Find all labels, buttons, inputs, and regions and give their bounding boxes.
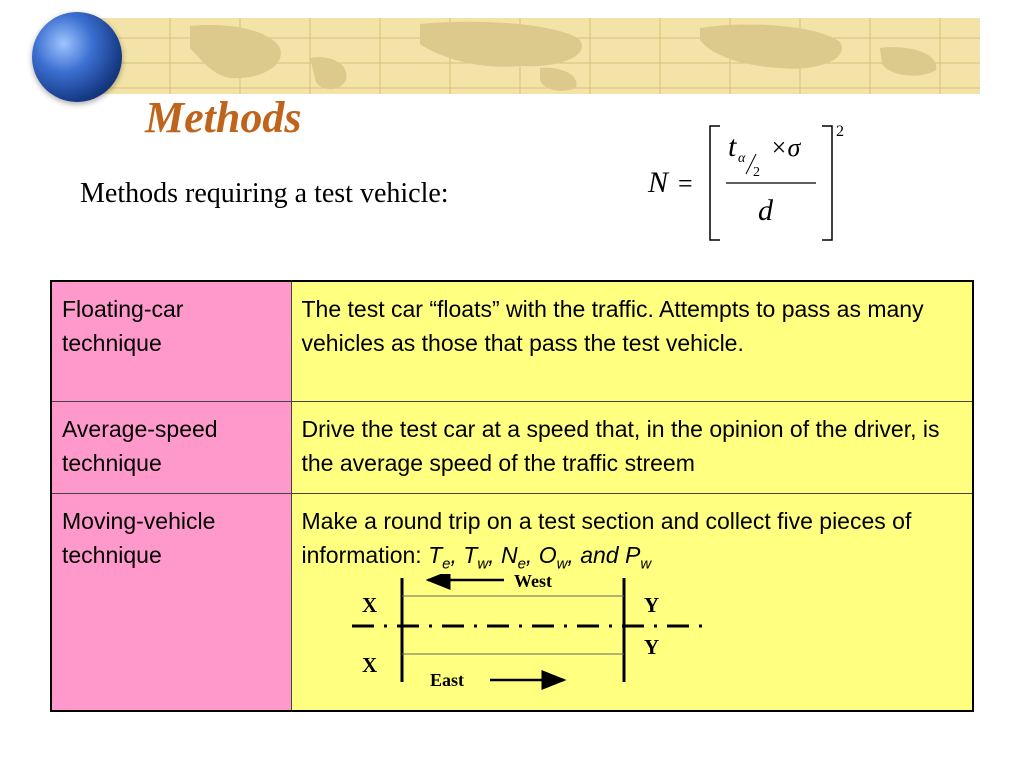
description-cell [291, 493, 973, 711]
world-map-graphic [60, 18, 980, 94]
variable-ne: $N_e$, [500, 541, 539, 573]
variable-ow: $O_w$, and [538, 541, 625, 573]
globe-icon [32, 12, 122, 102]
table-row [51, 493, 973, 711]
variable-te: $T_e$, [428, 541, 464, 573]
sample-size-formula [640, 112, 860, 252]
formula-t: t [728, 130, 737, 163]
point-x-bottom: X [361, 652, 377, 677]
technique-cell: Moving-vehicle technique [51, 493, 291, 711]
variable-pw: $P_w$ [624, 541, 652, 573]
point-x-top: X [361, 592, 377, 617]
point-y-bottom: Y [643, 634, 659, 659]
table-row [51, 281, 973, 401]
description-cell: Drive the test car at a speed that, in the opinion of the driver, is the average speed of the traffic streem [291, 401, 973, 493]
technique-cell: Floating-car technique [51, 281, 291, 401]
world-map-banner [60, 18, 980, 94]
point-y-top: Y [643, 592, 659, 617]
description-cell: The test car “floats” with the traffic. Attempts to pass as many vehicles as those that pass the test vehicle. [291, 281, 973, 401]
round-trip-diagram [302, 574, 922, 698]
table-row [51, 401, 973, 493]
formula-times-sigma: ×σ [770, 133, 801, 162]
formula-n: N [648, 166, 669, 199]
formula-exponent: 2 [836, 123, 844, 140]
west-label: West [513, 573, 552, 591]
left-bracket [710, 126, 720, 240]
slide-title: Methods [145, 93, 302, 142]
right-bracket [822, 126, 832, 240]
formula-equals: = [678, 169, 693, 198]
east-label: East [429, 669, 464, 690]
methods-table [50, 280, 974, 712]
slide-subtitle: Methods requiring a test vehicle: [80, 178, 449, 209]
description-text: Make a round trip on a test section and collect five pieces of information: [301, 507, 912, 568]
formula-two: 2 [753, 165, 760, 180]
formula-alpha: α [738, 151, 746, 166]
technique-cell: Average-speed technique [51, 401, 291, 493]
formula-d: d [758, 194, 773, 227]
variable-tw: $T_w$, [463, 541, 501, 573]
